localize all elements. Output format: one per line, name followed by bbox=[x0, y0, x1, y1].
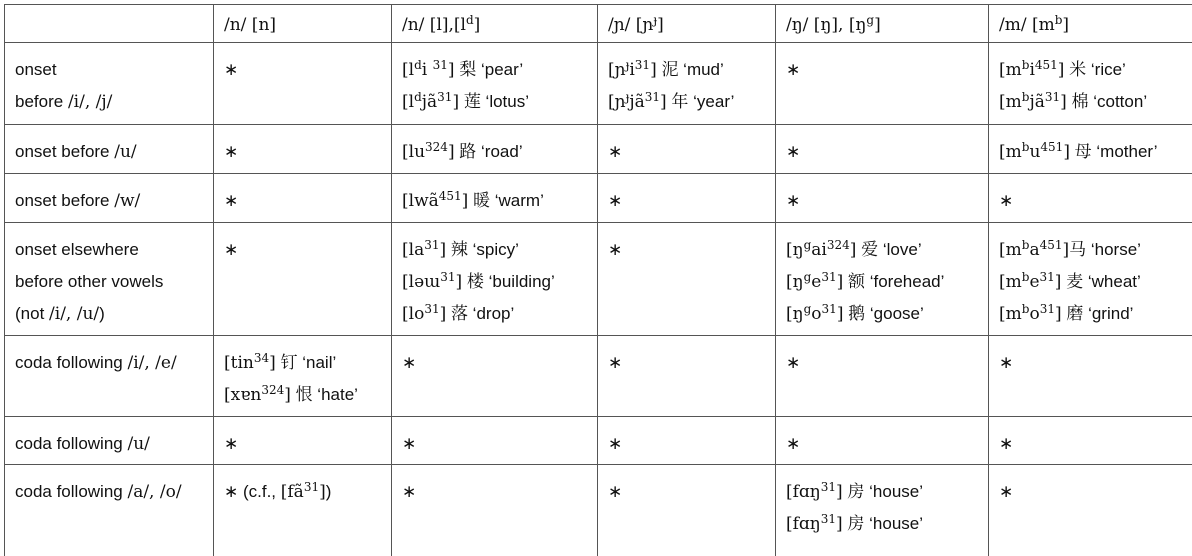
table-cell: ∗ bbox=[214, 223, 392, 336]
row-label: onset before /w/ bbox=[5, 174, 214, 223]
table-cell: ∗ bbox=[214, 43, 392, 125]
header-velar-nasal: /ŋ/ [ŋ], $[ŋ^g]$ bbox=[776, 5, 989, 43]
row-label: onset before /u/ bbox=[5, 125, 214, 174]
table-row bbox=[5, 465, 1192, 556]
table-cell: ∗ bbox=[598, 417, 776, 465]
header-corner bbox=[5, 5, 214, 43]
table-row bbox=[5, 223, 1192, 336]
table-cell: $[m^bi^{451}]$ 米 ‘rice’ $[m^bjã^{31}]$ 棉 ‘cotton’ bbox=[989, 43, 1192, 125]
table-cell: ∗ bbox=[776, 417, 989, 465]
table-row bbox=[5, 125, 1192, 174]
table-row bbox=[5, 336, 1192, 417]
table-cell: [tin$^{34}$] 钉 ‘nail’ [xɐn$^{324}$] 恨 ‘hate’ bbox=[214, 336, 392, 417]
header-n: /n/ [n] bbox=[214, 5, 392, 43]
row-label: coda following /u/ bbox=[5, 417, 214, 465]
table-cell: ∗ bbox=[776, 336, 989, 417]
header-palatal-nasal: /ɲ/ [ɲ$^ɟ$] bbox=[598, 5, 776, 43]
table-cell: ∗ bbox=[392, 465, 598, 556]
header-m: /m/ $[m^b]$ bbox=[989, 5, 1192, 43]
table-cell: $[m^ba^{451}]$马 ‘horse’ $[m^be^{31}]$ 麦 ‘wheat’ $[m^bo^{31}]$ 磨 ‘grind’ bbox=[989, 223, 1192, 336]
table-cell: ∗ bbox=[989, 417, 1192, 465]
table-cell: [$l^di$ $^{31}$] 梨 ‘pear’ $[l^djã^{31}]$ 莲 ‘lotus’ bbox=[392, 43, 598, 125]
row-label: onset elsewhere before other vowels (not /i/, /u/) bbox=[5, 223, 214, 336]
row-label: coda following /a/, /o/ bbox=[5, 465, 214, 556]
table-cell: ∗ bbox=[989, 174, 1192, 223]
phoneme-distribution-table bbox=[4, 4, 1192, 556]
table-cell: $[ɲ^ɟi^{31}]$ 泥 ‘mud’ $[ɲ^ɟjã^{31}]$ 年 ‘year’ bbox=[598, 43, 776, 125]
table-row bbox=[5, 174, 1192, 223]
table-cell: ∗ bbox=[776, 125, 989, 174]
header-row bbox=[5, 5, 1192, 43]
table-cell: ∗ bbox=[214, 125, 392, 174]
table-cell: ∗ bbox=[776, 174, 989, 223]
table-row bbox=[5, 417, 1192, 465]
table-cell: ∗ bbox=[598, 125, 776, 174]
table-cell: ∗ bbox=[989, 465, 1192, 556]
table-cell: ∗ bbox=[598, 223, 776, 336]
table-cell: ∗ (c.f., $[fã^{31}]$) bbox=[214, 465, 392, 556]
table-cell: ∗ bbox=[598, 174, 776, 223]
table-cell: $[lu^{324}]$ 路 ‘road’ bbox=[392, 125, 598, 174]
table-cell: ∗ bbox=[214, 174, 392, 223]
table-cell: ∗ bbox=[989, 336, 1192, 417]
table-cell: ∗ bbox=[598, 465, 776, 556]
table-cell: $[la^{31}]$ 辣 ‘spicy’ [ləɯ$^{31}$] 楼 ‘building’ $[lo^{31}]$ 落 ‘drop’ bbox=[392, 223, 598, 336]
table-cell: ∗ bbox=[598, 336, 776, 417]
table-cell: ∗ bbox=[214, 417, 392, 465]
table-row bbox=[5, 43, 1192, 125]
table-cell: [lwã$^{451}$] 暖 ‘warm’ bbox=[392, 174, 598, 223]
table-cell: [fɑŋ$^{31}$] 房 ‘house’ [fɑŋ$^{31}$] 房 ‘house’ bbox=[776, 465, 989, 556]
table-cell: ∗ bbox=[776, 43, 989, 125]
table-cell: ∗ bbox=[392, 336, 598, 417]
table-cell: $[ŋ^gai^{324}]$ 爱 ‘love’ $[ŋ^ge^{31}]$ 额 ‘forehead’ $[ŋ^go^{31}]$ 鹅 ‘goose’ bbox=[776, 223, 989, 336]
table-cell: ∗ bbox=[392, 417, 598, 465]
row-label: coda following /i/, /e/ bbox=[5, 336, 214, 417]
header-n-l: /n/ $[l],[l^d]$ bbox=[392, 5, 598, 43]
row-label: onset before /i/, /j/ bbox=[5, 43, 214, 125]
table-cell: $[m^bu^{451}]$ 母 ‘mother’ bbox=[989, 125, 1192, 174]
